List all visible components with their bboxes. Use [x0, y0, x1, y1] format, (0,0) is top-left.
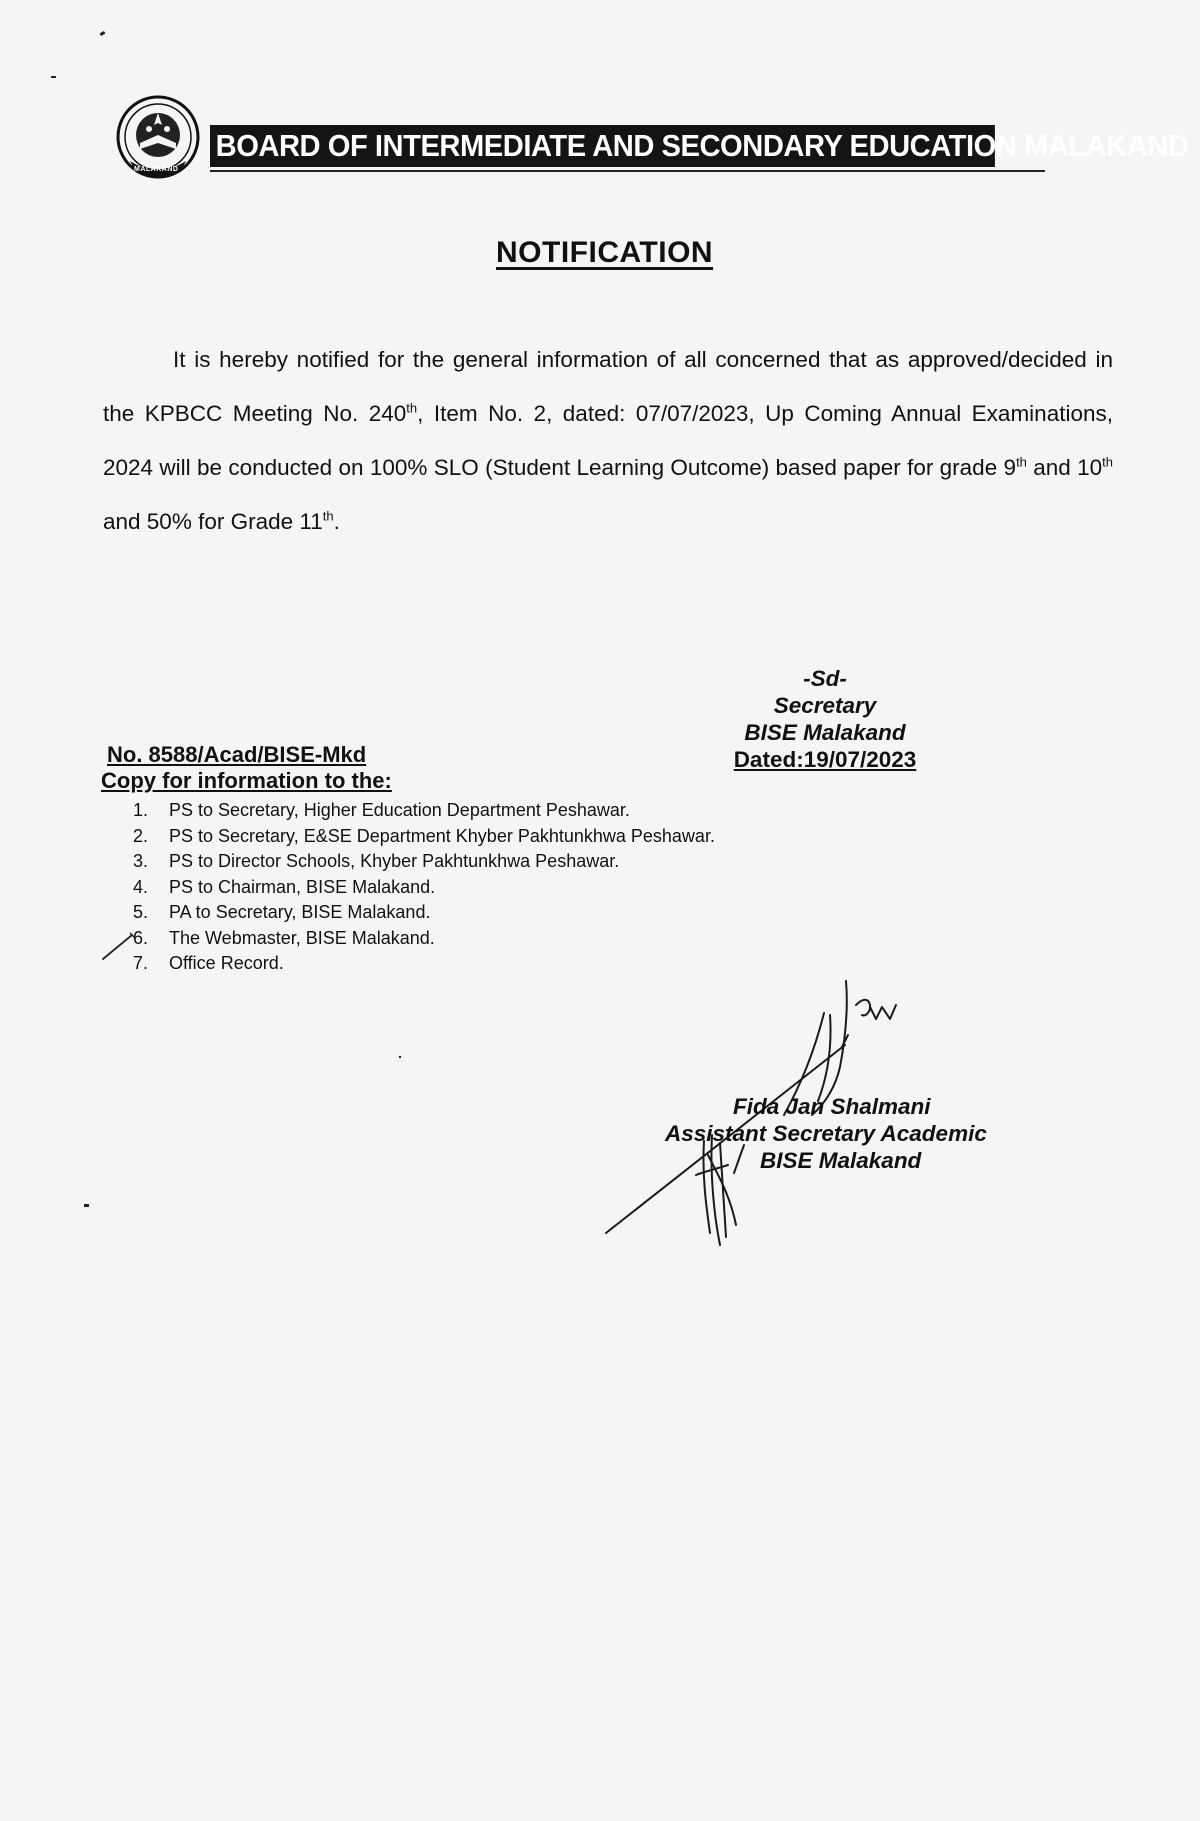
notification-date: Dated:19/07/2023: [733, 747, 917, 772]
list-item: [130, 798, 830, 824]
ordinal-suffix: th: [1102, 454, 1113, 470]
list-item-number: 2.: [133, 825, 149, 846]
notification-title: NOTIFICATION: [496, 236, 714, 269]
list-item-text: The Webmaster, BISE Malakand.: [169, 927, 435, 948]
list-item-text: Office Record.: [169, 953, 284, 973]
header-divider: [210, 170, 1045, 172]
list-item: [130, 900, 830, 926]
signer-title: Assistant Secretary Academic: [665, 1121, 987, 1146]
seal-lettering: MALAKAND: [134, 166, 179, 173]
signer-name: Fida Jan Shalmani: [733, 1094, 931, 1119]
copy-recipients-list: [130, 798, 830, 977]
list-item-text: PS to Director Schools, Khyber Pakhtunkhwa Peshawar.: [169, 851, 620, 871]
copy-heading: Copy for information to the:: [101, 768, 392, 793]
signer-organization: BISE Malakand: [760, 1148, 922, 1173]
ordinal-suffix: th: [406, 400, 418, 416]
list-item-text: PS to Secretary, E&SE Department Khyber Pakhtunkhwa Peshawar.: [169, 825, 715, 846]
list-item-text: PS to Secretary, Higher Education Department Peshawar.: [169, 800, 630, 820]
secretary-organization: BISE Malakand: [744, 720, 906, 745]
secretary-designation: Secretary: [773, 693, 877, 718]
body-text-part: and 10: [1026, 455, 1103, 480]
scan-mark: [51, 76, 56, 78]
list-item-number: 6.: [133, 927, 149, 948]
board-header: BOARD OF INTERMEDIATE AND SECONDARY EDUCATION MALAKAND: [210, 125, 995, 167]
list-item: [130, 926, 830, 952]
sd-mark: -Sd-: [803, 666, 847, 691]
body-text-part: , Item No. 2, dated: 07/07/2023, Up Coming Annual Examinations, 2024 will be conducted on 100% SLO (Student Learning Outcome) based paper for grade 9: [103, 401, 1113, 480]
list-item: [130, 849, 830, 875]
list-item-text: PA to Secretary, BISE Malakand.: [169, 902, 431, 922]
ordinal-suffix: th: [1016, 454, 1027, 470]
list-item: [130, 824, 830, 850]
body-text-part: It is hereby notified for the general information of all concerned that as approved/decided in the KPBCC Meeting No. 240: [103, 347, 1113, 426]
list-item-number: 5.: [133, 902, 149, 922]
tick-mark-icon: [100, 929, 136, 961]
list-item-number: 3.: [133, 851, 149, 871]
scan-mark: [399, 1056, 401, 1058]
list-item-number: 7.: [133, 953, 149, 973]
body-text-part: and 50% for Grade 11: [103, 509, 323, 534]
scan-mark: [84, 1204, 89, 1207]
list-item-number: 1.: [133, 800, 149, 820]
notification-body: [103, 333, 1113, 549]
list-item: [130, 951, 830, 977]
reference-number: No. 8588/Acad/BISE-Mkd: [107, 742, 367, 767]
scan-mark: [100, 31, 106, 36]
secretary-signature-block: [720, 665, 930, 773]
body-text-part: .: [333, 509, 340, 534]
list-item-text: PS to Chairman, BISE Malakand.: [169, 876, 436, 897]
list-item-number: 4.: [133, 876, 149, 897]
ordinal-suffix: th: [322, 508, 334, 524]
signer-block: [660, 1093, 1020, 1174]
list-item: [130, 875, 830, 901]
